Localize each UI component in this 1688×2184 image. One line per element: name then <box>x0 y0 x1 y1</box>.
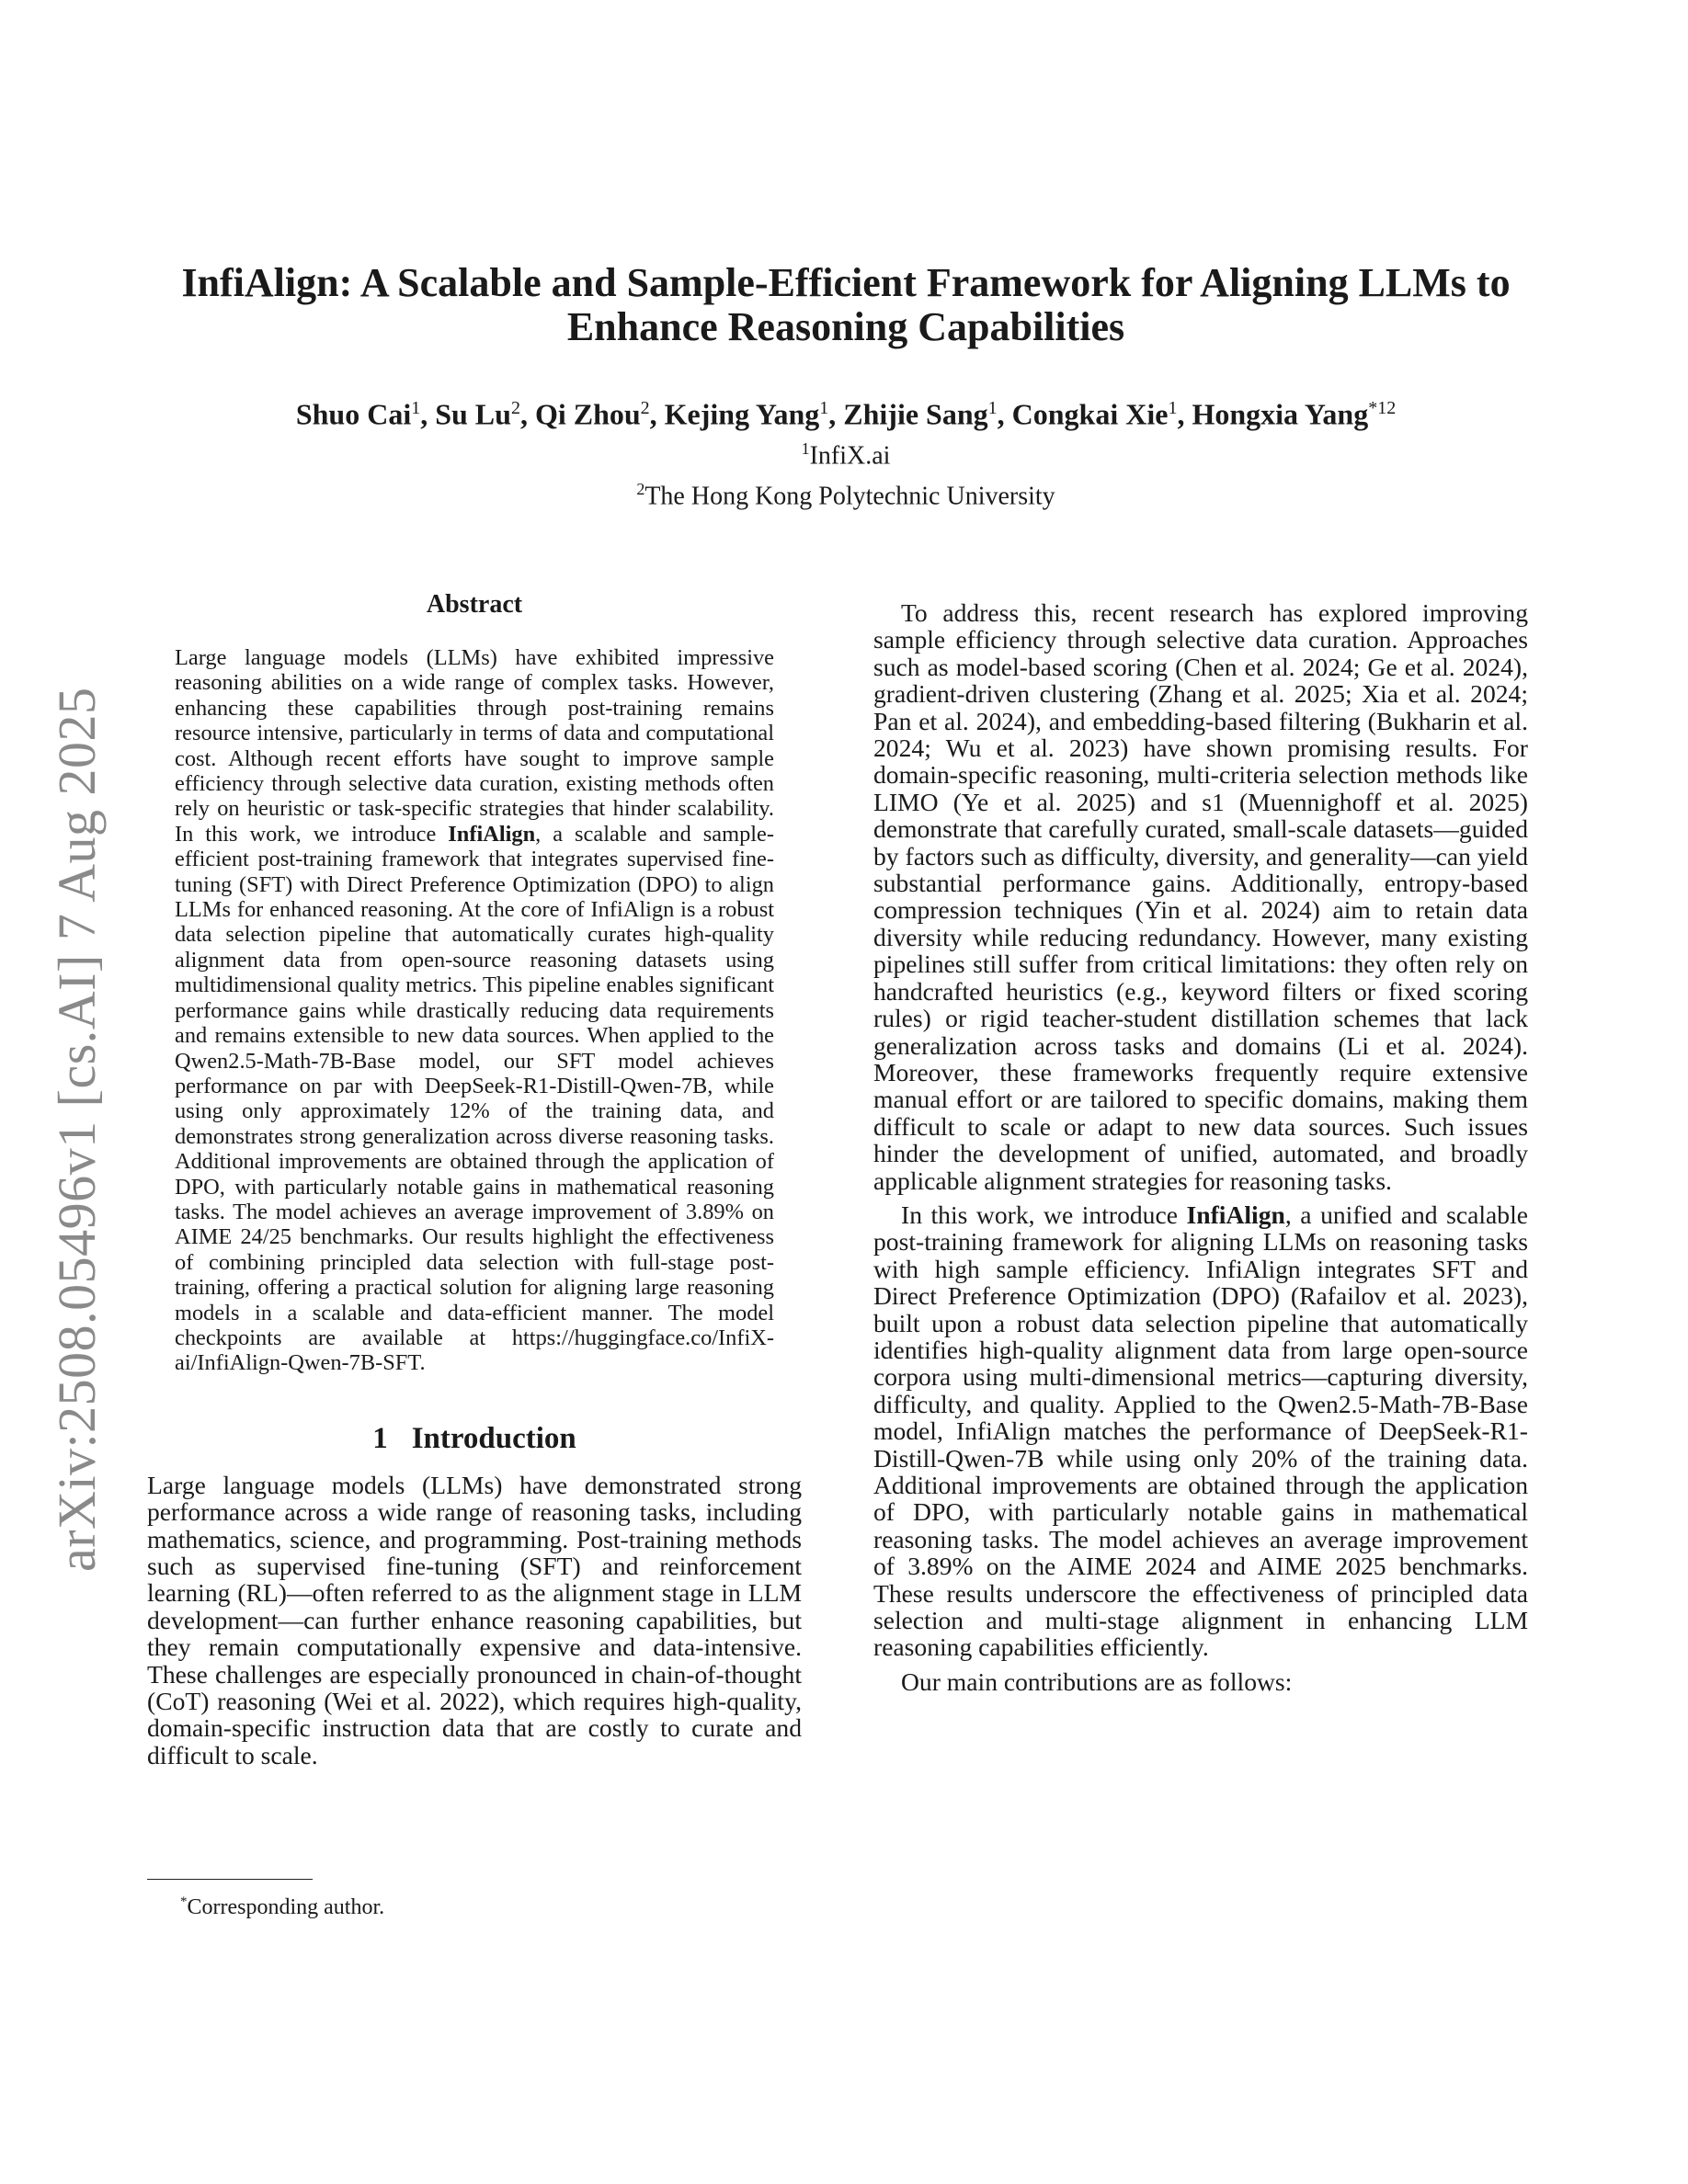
author-name: Su Lu <box>435 397 511 431</box>
intro-paragraph: Large language models (LLMs) have demonstrated strong performance across a wide range of reasoning tasks, including mathematics, science, and programming. Post-training methods such as supervised fine-tuning (SFT) and reinforcement learning (RL)—often referred to as the alignment stage in LLM development—can further enhance reasoning capabilities, but they remain computationally expensive and data-intensive. These challenges are especially pronounced in chain-of-thought (CoT) reasoning (Wei et al. 2022), which requires high-quality, domain-specific instruction data that are costly to curate and difficult to scale. <box>147 1470 802 1769</box>
paragraph-text-part: , a unified and scalable post-training framework for aligning LLMs on reasoning tasks with high sample efficiency. InfiAlign integrates SFT and Direct Preference Optimization (DPO) (Rafailov et al. 2023), built upon a robust data selection pipeline that automatically identifies high-quality alignment data from large open-source corpora using multi-dimensional metrics—capturing diversity, difficulty, and quality. Applied to the Qwen2.5-Math-7B-Base model, InfiAlign matches the performance of DeepSeek-R1-Distill-Qwen-7B while using only 20% of the training data. Additional improvements are obtained through the application of DPO, with particularly notable gains in mathematical reasoning tasks. The model achieves an average improvement of 3.89% on the AIME 2024 and AIME 2025 benchmarks. These results underscore the effectiveness of principled data selection and multi-stage alignment in enhancing LLM reasoning capabilities efficiently. <box>873 1200 1528 1662</box>
author-affiliation-marker: 2 <box>640 398 650 418</box>
abstract-text-part: Large language models (LLMs) have exhibited impressive reasoning abilities on a wide range of complex tasks. However, enhancing these capabilities through post-training remains resource intensive, particularly in terms of data and computational cost. Although recent efforts have sought to improve sample efficiency through selective data curation, existing methods often rely on heuristic or task-specific strategies that hinder scalability. In this work, we introduce <box>175 645 774 847</box>
author-name: Hongxia Yang <box>1192 397 1369 431</box>
intro-paragraph: Our main contributions are as follows: <box>901 1666 1293 1696</box>
author-affiliation-marker: 1 <box>1168 398 1178 418</box>
paper-title: InfiAlign: A Scalable and Sample-Efficient Framework for Aligning LLMs to Enhance Reasoning Capabilities <box>181 260 1511 349</box>
left-column <box>147 588 802 1769</box>
affiliation-marker: 1 <box>801 439 810 458</box>
framework-name: InfiAlign <box>448 821 536 847</box>
footnote-text: Corresponding author. <box>187 1895 385 1919</box>
affiliation-line <box>147 472 1545 513</box>
author-name: Kejing Yang <box>664 397 820 431</box>
right-column <box>873 592 1528 1695</box>
section-title: Introduction <box>411 1421 576 1455</box>
affiliation-line <box>147 432 1545 472</box>
author-affiliation-marker: 1 <box>819 398 829 418</box>
footnote <box>180 1888 384 1921</box>
author-name: Shuo Cai <box>295 397 412 431</box>
framework-name: InfiAlign <box>1186 1200 1285 1229</box>
footnote-divider <box>147 1879 313 1880</box>
abstract-text <box>175 645 774 1376</box>
intro-paragraph: To address this, recent research has explored improving sample efficiency through selective data curation. Approaches such as model-based scoring (Chen et al. 2024; Ge et al. 2024), gradient-driven clustering (Zhang et al. 2025; Xia et al. 2024; Pan et al. 2024), and embedding-based filtering (Bukharin et al. 2024; Wu et al. 2023) have shown promising results. For domain-specific reasoning, multi-criteria selection methods like LIMO (Ye et al. 2025) and s1 (Muennighoff et al. 2025) demonstrate that carefully curated, small-scale datasets—guided by factors such as difficulty, diversity, and generality—can yield substantial performance gains. Additionally, entropy-based compression techniques (Yin et al. 2024) aim to retain data diversity while reducing redundancy. However, many existing pipelines still suffer from critical limitations: they often rely on handcrafted heuristics (e.g., keyword filters or fixed scoring rules) or rigid teacher-student distillation schemes that lack generalization across tasks and domains (Li et al. 2024). Moreover, these frameworks frequently require extensive manual effort or are tailored to specific domains, making them difficult to scale or adapt to new data sources. Such issues hinder the development of unified, automated, and broadly applicable alignment strategies for reasoning tasks. <box>873 598 1528 1195</box>
author-name: Qi Zhou <box>534 397 641 431</box>
affiliation-name: InfiX.ai <box>809 441 891 471</box>
author-affiliation-marker: 1 <box>411 398 421 418</box>
section-number: 1 <box>372 1421 388 1455</box>
author-affiliation-marker: *12 <box>1368 398 1397 418</box>
author-list: Shuo Cai$^1$, Su Lu$^2$, Qi Zhou$^2$, Kejing Yang$^1$, Zhijie Sang$^1$, Congkai Xie$^1$, Hongxia Yang$^{*12}$ <box>295 397 1397 431</box>
abstract-text-part: , a scalable and sample-efficient post-training framework that integrates supervised fine-tuning (SFT) with Direct Preference Optimization (DPO) to align LLMs for enhanced reasoning. At the core of InfiAlign is a robust data selection pipeline that automatically curates high-quality alignment data from open-source reasoning datasets using multidimensional quality metrics. This pipeline enables significant performance gains while drastically reducing data requirements and remains extensible to new data sources. When applied to the Qwen2.5-Math-7B-Base model, our SFT model achieves performance on par with DeepSeek-R1-Distill-Qwen-7B, while using only approximately 12% of the training data, and demonstrates strong generalization across diverse reasoning tasks. Additional improvements are obtained through the application of DPO, with particularly notable gains in mathematical reasoning tasks. The model achieves an average improvement of 3.89% on AIME 24/25 benchmarks. Our results highlight the effectiveness of combining principled data selection with full-stage post-training, offering a practical solution for aligning large reasoning models in a scalable and data-efficient manner. The model checkpoints are available at https://huggingface.co/InfiX-ai/InfiAlign-Qwen-7B-SFT. <box>175 821 774 1376</box>
author-affiliation-marker: 1 <box>987 398 998 418</box>
arxiv-identifier[interactable]: arXiv:2508.05496v1 [cs.AI] 7 Aug 2025 <box>47 687 107 1572</box>
affiliations <box>147 432 1545 514</box>
author-name: Zhijie Sang <box>843 397 988 431</box>
section-heading <box>147 1420 802 1457</box>
paragraph-text-part: In this work, we introduce <box>901 1200 1187 1229</box>
affiliation-marker: 2 <box>636 480 645 499</box>
intro-paragraph <box>873 1201 1528 1661</box>
affiliation-name: The Hong Kong Polytechnic University <box>644 482 1055 511</box>
author-affiliation-marker: 2 <box>510 398 520 418</box>
abstract-heading: Abstract <box>426 590 523 619</box>
footnote-marker: * <box>180 1894 188 1909</box>
author-name: Congkai Xie <box>1011 397 1169 431</box>
